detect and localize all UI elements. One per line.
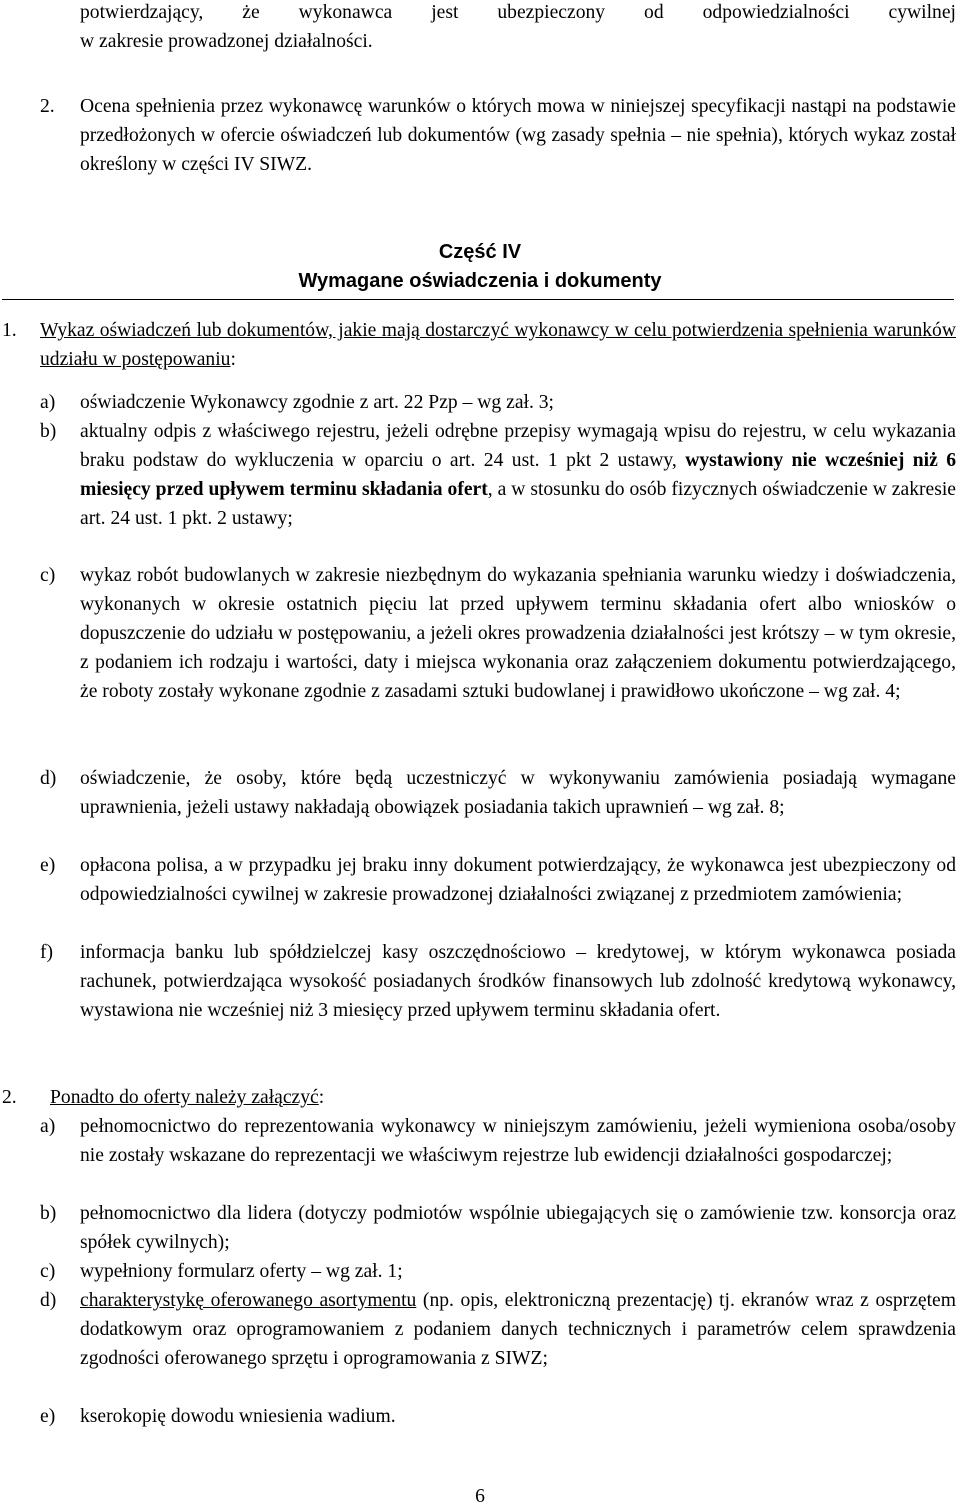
item-b-text: aktualny odpis z właściwego rejestru, jeżeli odrębne przepisy wymagają wpisu do rejestru, w celu wykazania braku podstaw do wykluczenia w oparciu o art. 24 ust. 1 pkt 2 ustawy, bbox=[80, 421, 956, 471]
item-d-underlined: charakterystykę oferowanego asortymentu bbox=[80, 1290, 417, 1311]
page-number: 6 bbox=[475, 1486, 485, 1507]
section-number: 2. bbox=[40, 96, 55, 117]
point-2-intro-underlined: Ponadto do oferty należy załączyć bbox=[50, 1087, 319, 1108]
point-1-intro-tail: : bbox=[230, 349, 236, 370]
continuation-line-2: w zakresie prowadzonej działalności. bbox=[80, 31, 373, 52]
point-1-intro bbox=[40, 316, 956, 374]
list-item bbox=[80, 417, 956, 533]
list-item bbox=[80, 1286, 956, 1373]
item-label: c) bbox=[40, 565, 56, 586]
item-d-tail: (np. opis, elektroniczną prezentację) tj. ekranów wraz z osprzętem dodatkowym oraz oprogramowaniem z podaniem danych technicznych i parametrów celem sprawdzenia zgodności oferowanego sprzętu i oprogramowania z SIWZ; bbox=[80, 1290, 956, 1369]
list-item: wykaz robót budowlanych w zakresie niezbędnym do wykazania spełniania warunku wiedzy i doświadczenia, wykonanych w okresie ostatnich pięciu lat przed upływem terminu składania ofert albo wniosków o dopuszczenie do udziału w postępowaniu, a jeżeli okres prowadzenia działalności jest krótszy – w tym okresie, z podaniem ich rodzaju i wartości, daty i miejsca wykonania oraz załączeniem dokumentu potwierdzającego, że roboty zostały wykonane zgodnie z zasadami sztuki budowlanej i prawidłowo ukończone – wg zał. 4; bbox=[80, 565, 956, 702]
item-label: e) bbox=[40, 1406, 56, 1427]
list-item: pełnomocnictwo do reprezentowania wykonawcy w niniejszym zamówieniu, jeżeli wymieniona osoba/osoby nie zostały wskazane do reprezentacji we właściwym rejestrze lub ewidencji działalności gospodarczej; bbox=[80, 1116, 956, 1166]
point-2-intro bbox=[50, 1083, 324, 1112]
point-1-number: 1. bbox=[2, 320, 17, 341]
list-item: oświadczenie, że osoby, które będą uczestniczyć w wykonywaniu zamówienia posiadają wymagane uprawnienia, jeżeli ustawy nakładają obowiązek posiadania takich uprawnień – wg zał. 8; bbox=[80, 768, 956, 818]
part-subtitle: Wymagane oświadczenia i dokumenty bbox=[298, 270, 662, 292]
list-item: informacja banku lub spółdzielczej kasy oszczędnościowo – kredytowej, w którym wykonawca posiada rachunek, potwierdzająca wysokość posiadanych środków finansowych lub zdolność kredytową wykonawcy, wystawiona nie wcześniej niż 3 miesięcy przed upływem terminu składania ofert. bbox=[80, 942, 956, 1021]
list-item: oświadczenie Wykonawcy zgodnie z art. 22 Pzp – wg zał. 3; bbox=[80, 392, 554, 413]
item-b-bold-text: wystawiony nie wcześniej niż 6 miesięcy przed upływem terminu składania ofert bbox=[80, 450, 956, 500]
heading-rule bbox=[2, 299, 954, 300]
point-2-number: 2. bbox=[2, 1087, 17, 1108]
point-2-intro-tail: : bbox=[318, 1087, 325, 1108]
list-item: wypełniony formularz oferty – wg zał. 1; bbox=[80, 1261, 403, 1282]
item-label: a) bbox=[40, 392, 56, 413]
list-item: pełnomocnictwo dla lidera (dotyczy podmiotów wspólnie ubiegających się o zamówienie tzw. konsorcja oraz spółek cywilnych); bbox=[80, 1203, 956, 1253]
item-label: a) bbox=[40, 1116, 56, 1137]
item-label: f) bbox=[40, 942, 54, 963]
list-item: opłacona polisa, a w przypadku jej braku inny dokument potwierdzający, że wykonawca jest ubezpieczony od odpowiedzialności cywilnej w zakresie prowadzonej działalności związanej z przedmiotem zamówienia; bbox=[80, 855, 956, 905]
item-label: c) bbox=[40, 1261, 56, 1282]
item-label: d) bbox=[40, 1290, 57, 1311]
item-label: e) bbox=[40, 855, 56, 876]
item-label: d) bbox=[40, 768, 57, 789]
item-label: b) bbox=[40, 1203, 57, 1224]
item-label: b) bbox=[40, 421, 57, 442]
list-item: kserokopię dowodu wniesienia wadium. bbox=[80, 1406, 396, 1427]
section-text: Ocena spełnienia przez wykonawcę warunków o których mowa w niniejszej specyfikacji nastąpi na podstawie przedłożonych w ofercie oświadczeń lub dokumentów (wg zasady spełnia – nie spełnia), których wykaz został określony w części IV SIWZ. bbox=[80, 96, 956, 175]
continuation-line-1: potwierdzający, że wykonawca jest ubezpieczony od odpowiedzialności cywilnej bbox=[80, 2, 956, 23]
point-1-intro-underlined: Wykaz oświadczeń lub dokumentów, jakie mają dostarczyć wykonawcy w celu potwierdzenia spełnienia warunków udziału w postępowaniu bbox=[40, 320, 956, 370]
part-title: Część IV bbox=[438, 241, 522, 263]
item-b-tail: , a w stosunku do osób fizycznych oświadczenie w zakresie art. 24 ust. 1 pkt. 2 ustawy; bbox=[80, 479, 956, 529]
